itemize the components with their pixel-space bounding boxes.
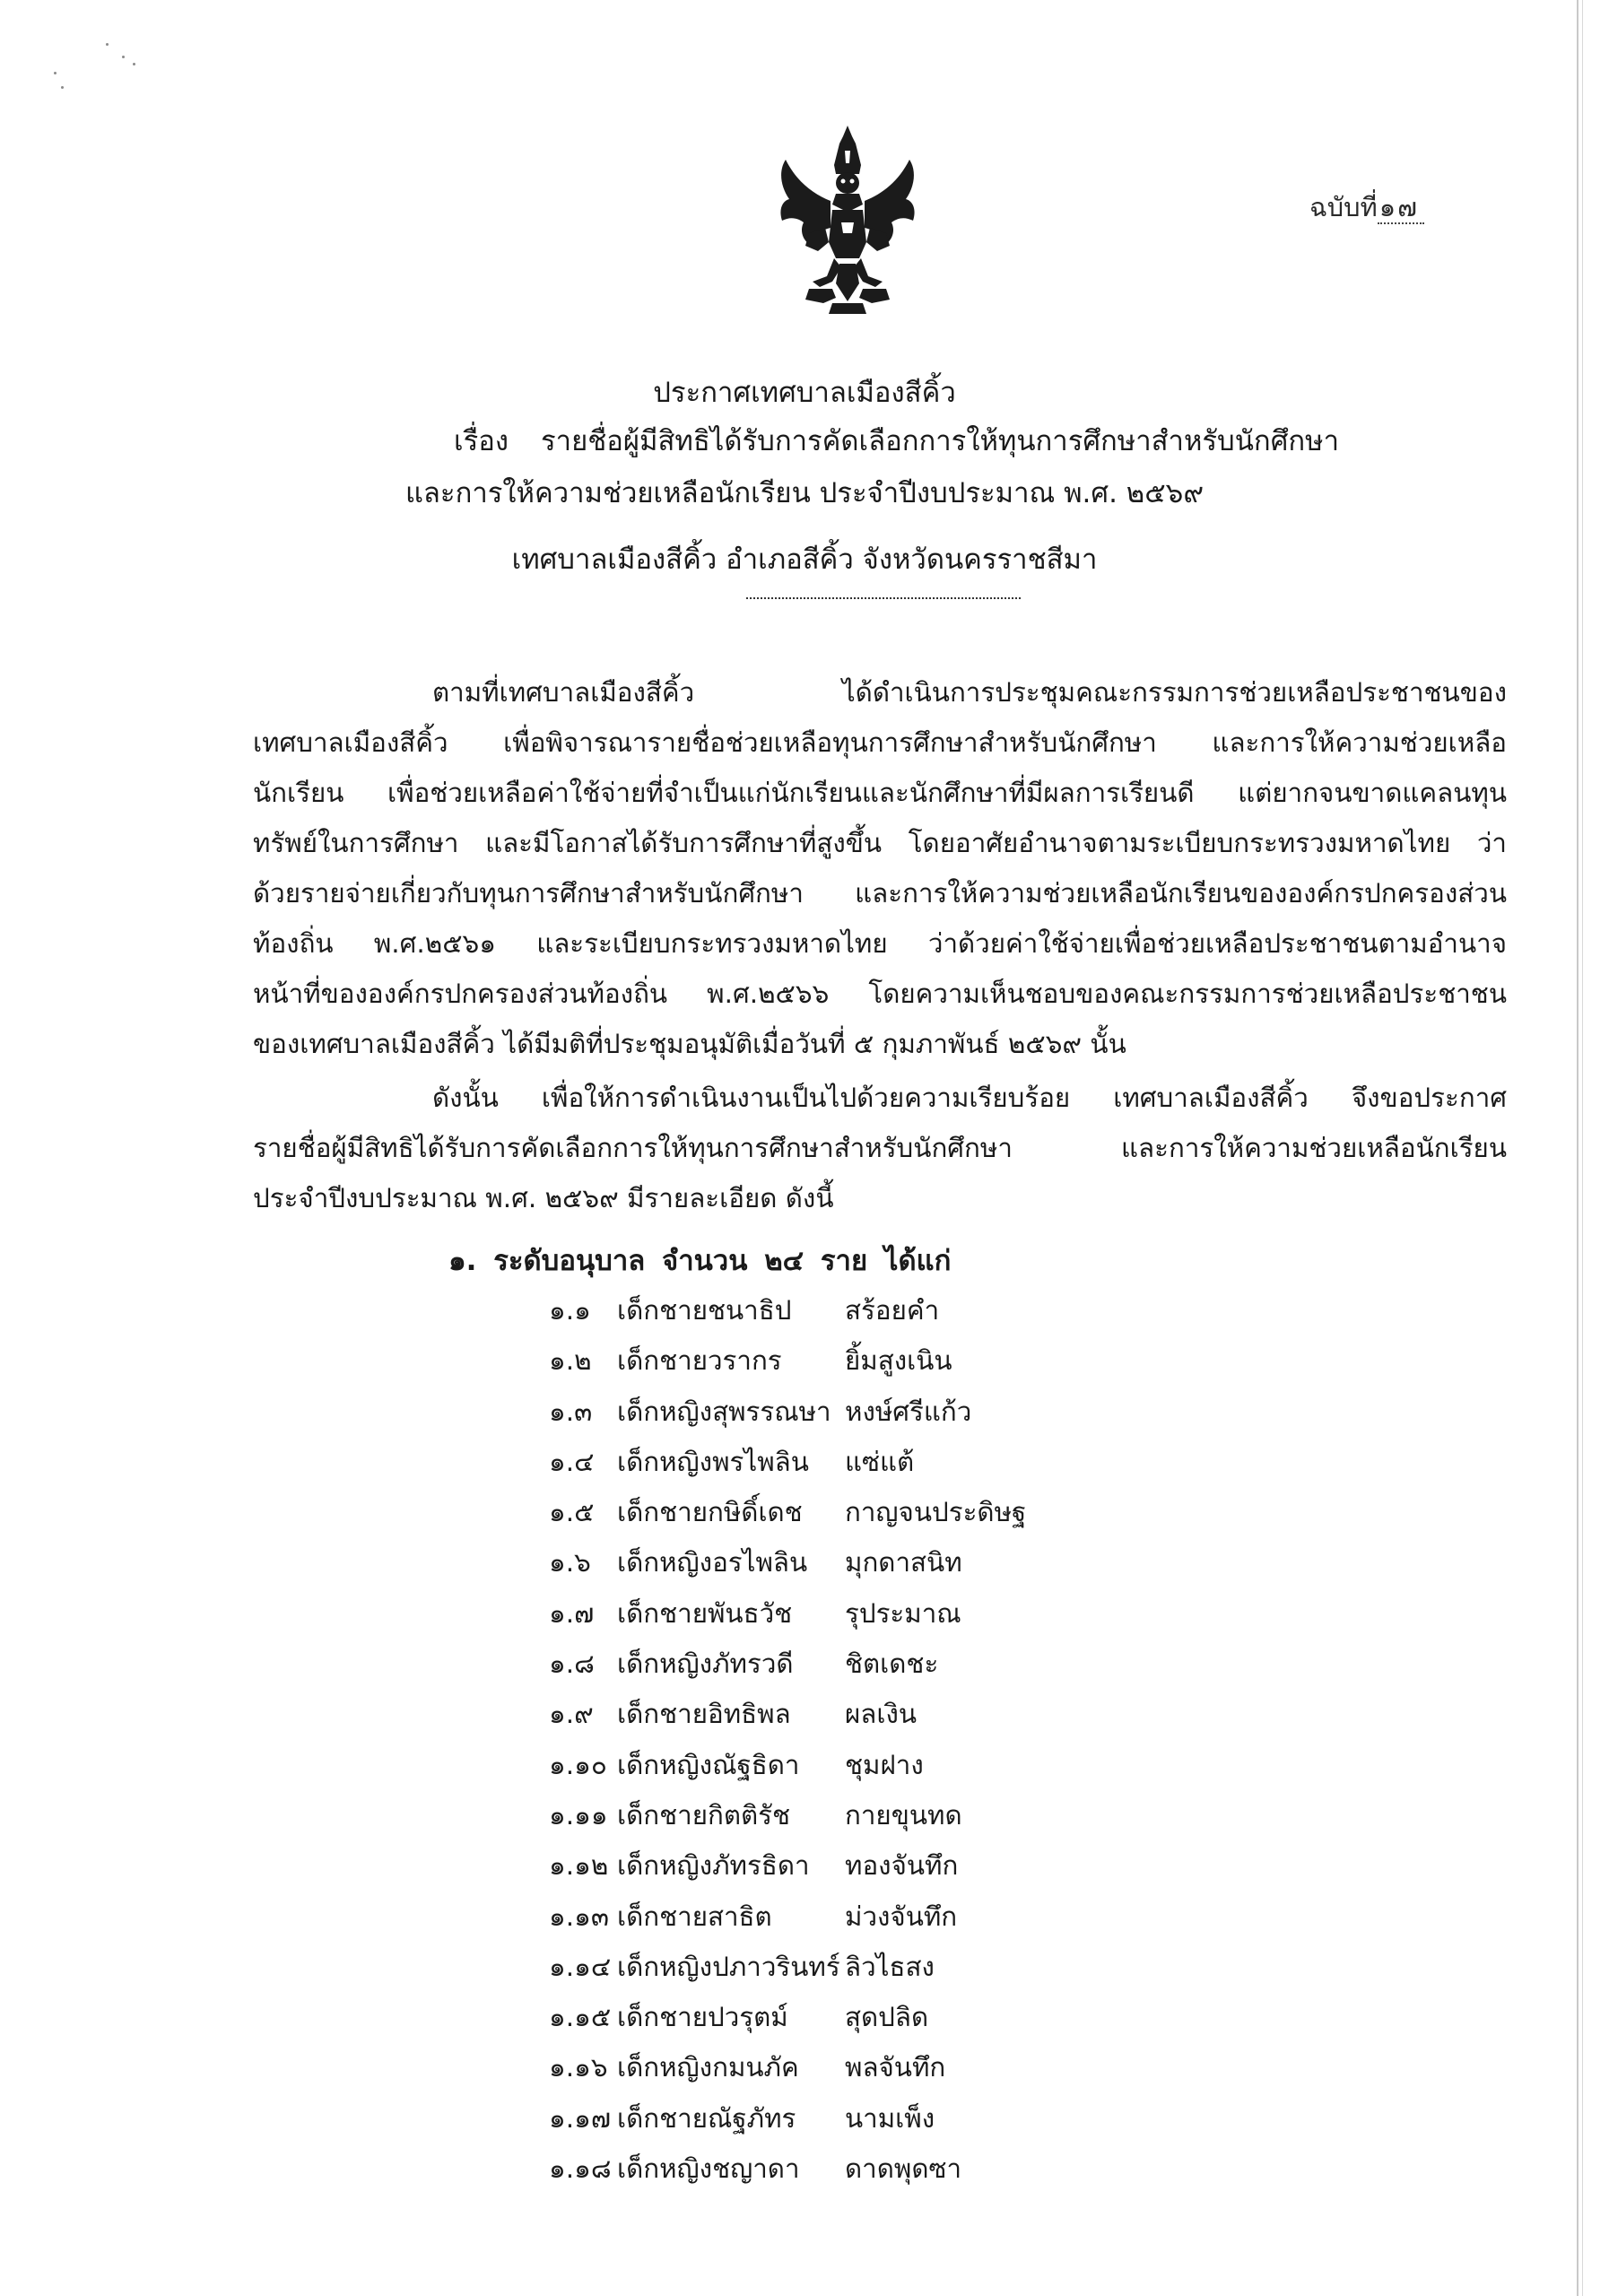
student-surname: ยิ้มสูงเนิน: [845, 1345, 952, 1377]
subject-label: เรื่อง: [454, 425, 509, 457]
list-item: [549, 1339, 1177, 1389]
student-surname: ทองจันทึก: [845, 1850, 959, 1882]
copy-number-label: ฉบับที่: [1309, 192, 1378, 222]
list-item: [549, 1592, 1177, 1642]
paragraph-1: [253, 667, 1507, 1069]
item-number: ๑.๖: [549, 1547, 591, 1578]
student-surname: กาญจนประดิษฐ: [845, 1497, 1027, 1528]
item-number: ๑.๔: [549, 1446, 595, 1477]
student-surname: สร้อยคำ: [845, 1295, 940, 1326]
item-number: ๑.๙: [549, 1699, 594, 1730]
student-surname: ดาดพุดซา: [845, 2153, 962, 2185]
student-surname: กายขุนทด: [845, 1799, 962, 1831]
student-name: เด็กชายชนาธิป: [617, 1295, 792, 1326]
item-number: ๑.๓: [549, 1396, 593, 1427]
list-item: [549, 1895, 1177, 1945]
student-name: เด็กหญิงอรไพลิน: [617, 1547, 808, 1578]
garuda-emblem-icon: [773, 124, 922, 321]
paragraph-line: รายชื่อผู้มีสิทธิได้รับการคัดเลือกการให้ทุนการศึกษาสำหรับนักศึกษา และการให้ความช่วยเหลือนักเรียน: [253, 1133, 1507, 1163]
student-name: เด็กหญิงกมนภัค: [617, 2052, 799, 2083]
list-item: [549, 1390, 1177, 1440]
item-number: ๑.๗: [549, 1597, 595, 1629]
copy-number-value: ๑๗: [1378, 192, 1424, 224]
paragraph-line: ตามที่เทศบาลเมืองสีคิ้ว ได้ดำเนินการประชุมคณะกรรมการช่วยเหลือประชาชนของ: [432, 677, 1507, 708]
student-surname: หงษ์ศรีแก้ว: [845, 1396, 972, 1427]
student-surname: ชุมฝาง: [845, 1749, 924, 1780]
student-name: เด็กหญิงภัทรธิดา: [617, 1850, 810, 1882]
item-number: ๑.๒: [549, 1345, 592, 1377]
scan-speck: [122, 56, 125, 58]
subject-text: รายชื่อผู้มีสิทธิได้รับการคัดเลือกการให้ทุนการศึกษาสำหรับนักศึกษา: [541, 425, 1339, 457]
announcement-title: ประกาศเทศบาลเมืองสีคิ้ว: [653, 377, 956, 409]
student-name: เด็กชายปวรุตม์: [617, 2002, 788, 2033]
paragraph-line: ดังนั้น เพื่อให้การดำเนินงานเป็นไปด้วยความเรียบร้อย เทศบาลเมืองสีคิ้ว จึงขอประกาศ: [432, 1083, 1507, 1113]
list-item: [549, 1541, 1177, 1591]
item-number: ๑.๑๐: [549, 1749, 607, 1780]
student-name: เด็กหญิงปภาวรินทร์: [617, 1951, 840, 1982]
list-item: [549, 2097, 1177, 2147]
list-item: [549, 1945, 1177, 1996]
student-name: เด็กชายสาธิต: [617, 1900, 772, 1932]
student-surname: พลจันทึก: [845, 2052, 946, 2083]
item-number: ๑.๑๓: [549, 1900, 609, 1932]
paragraph-2: [253, 1073, 1507, 1223]
student-surname: รุประมาณ: [845, 1597, 961, 1629]
item-number: ๑.๑๕: [549, 2002, 612, 2033]
item-number: ๑.๘: [549, 1648, 595, 1680]
student-name: เด็กชายกิตติรัช: [617, 1799, 791, 1831]
scan-speck: [106, 43, 109, 46]
paragraph-line: หน้าที่ขององค์กรปกครองส่วนท้องถิ่น พ.ศ.๒๕๖๖ โดยความเห็นชอบของคณะกรรมการช่วยเหลือประชาชน: [253, 978, 1507, 1009]
student-surname: ชิตเดชะ: [845, 1648, 939, 1680]
list-item: [549, 1440, 1177, 1491]
paragraph-line: ทรัพย์ในการศึกษา และมีโอกาสได้รับการศึกษาที่สูงขึ้น โดยอาศัยอำนาจตามระเบียบกระทรวงมหาดไทย ว่า: [253, 828, 1507, 858]
list-item: [549, 1642, 1177, 1692]
dotted-separator: [746, 597, 1021, 599]
student-name: เด็กชายอิทธิพล: [617, 1699, 791, 1730]
list-item: [549, 2147, 1177, 2197]
student-list: [549, 1289, 1177, 2197]
subject-continuation: และการให้ความช่วยเหลือนักเรียน ประจำปีงบประมาณ พ.ศ. ๒๕๖๙: [404, 477, 1205, 509]
list-item: [549, 2046, 1177, 2096]
student-name: เด็กหญิงชญาดา: [617, 2153, 800, 2185]
list-item: [549, 1289, 1177, 1339]
student-surname: มุกดาสนิท: [845, 1547, 962, 1578]
item-number: ๑.๑๖: [549, 2052, 608, 2083]
paragraph-line: นักเรียน เพื่อช่วยเหลือค่าใช้จ่ายที่จำเป็นแก่นักเรียนและนักศึกษาที่มีผลการเรียนดี แต่ยากจนขาดแคลนทุน: [253, 778, 1507, 808]
item-number: ๑.๕: [549, 1497, 595, 1528]
subject-line: [454, 418, 1339, 463]
paragraph-line: ของเทศบาลเมืองสีคิ้ว ได้มีมติที่ประชุมอนุมัติเมื่อวันที่ ๕ กุมภาพันธ์ ๒๕๖๙ นั้น: [253, 1029, 1126, 1059]
item-number: ๑.๑๔: [549, 1951, 612, 1982]
student-name: เด็กหญิงสุพรรณษา: [617, 1396, 831, 1427]
student-name: เด็กชายวรากร: [617, 1345, 782, 1377]
list-item: [549, 1692, 1177, 1743]
student-surname: แซ่แต้: [845, 1446, 915, 1477]
paragraph-line: เทศบาลเมืองสีคิ้ว เพื่อพิจารณารายชื่อช่วยเหลือทุนการศึกษาสำหรับนักศึกษา และการให้ความช่วยเหลือ: [253, 727, 1507, 758]
student-name: เด็กชายพันธวัช: [617, 1597, 793, 1629]
list-item: [549, 1744, 1177, 1794]
paragraph-line: ด้วยรายจ่ายเกี่ยวกับทุนการศึกษาสำหรับนักศึกษา และการให้ความช่วยเหลือนักเรียนขององค์กรปกครองส่วน: [253, 878, 1507, 909]
scan-speck: [54, 72, 57, 74]
item-number: ๑.๑๗: [549, 2102, 612, 2134]
student-name: เด็กชายกษิดิ์เดช: [617, 1497, 803, 1528]
item-number: ๑.๑: [549, 1295, 591, 1326]
list-item: [549, 1844, 1177, 1894]
student-surname: ลิวไธสง: [845, 1951, 935, 1982]
student-name: เด็กหญิงณัฐธิดา: [617, 1749, 800, 1780]
student-surname: สุดปลิด: [845, 2002, 929, 2033]
paragraph-line: ประจำปีงบประมาณ พ.ศ. ๒๕๖๙ มีรายละเอียด ดังนี้: [253, 1183, 834, 1213]
list-item: [549, 1794, 1177, 1844]
item-number: ๑.๑๒: [549, 1850, 609, 1882]
section-heading-kindergarten: ๑. ระดับอนุบาล จำนวน ๒๔ ราย ได้แก่: [448, 1245, 952, 1277]
paragraph-line: ท้องถิ่น พ.ศ.๒๕๖๑ และระเบียบกระทรวงมหาดไทย ว่าด้วยค่าใช้จ่ายเพื่อช่วยเหลือประชาชนตามอำนาจ: [253, 928, 1507, 959]
student-surname: นามเพ็ง: [845, 2102, 935, 2134]
student-name: เด็กชายณัฐภัทร: [617, 2102, 796, 2134]
student-surname: ผลเงิน: [845, 1699, 918, 1730]
scan-speck: [133, 63, 135, 65]
item-number: ๑.๑๑: [549, 1799, 608, 1831]
student-surname: ม่วงจันทึก: [845, 1900, 958, 1932]
scan-speck: [61, 86, 64, 89]
student-name: เด็กหญิงภัทรวดี: [617, 1648, 794, 1680]
student-name: เด็กหญิงพรไพลิน: [617, 1446, 809, 1477]
scan-edge-line: [1577, 0, 1579, 2296]
copy-number: [1309, 187, 1424, 228]
list-item: [549, 1996, 1177, 2046]
scan-edge-line: [1582, 0, 1583, 2296]
issuer-line: เทศบาลเมืองสีคิ้ว อำเภอสีคิ้ว จังหวัดนครราชสีมา: [511, 544, 1098, 576]
list-item: [549, 1491, 1177, 1541]
item-number: ๑.๑๘: [549, 2153, 612, 2185]
